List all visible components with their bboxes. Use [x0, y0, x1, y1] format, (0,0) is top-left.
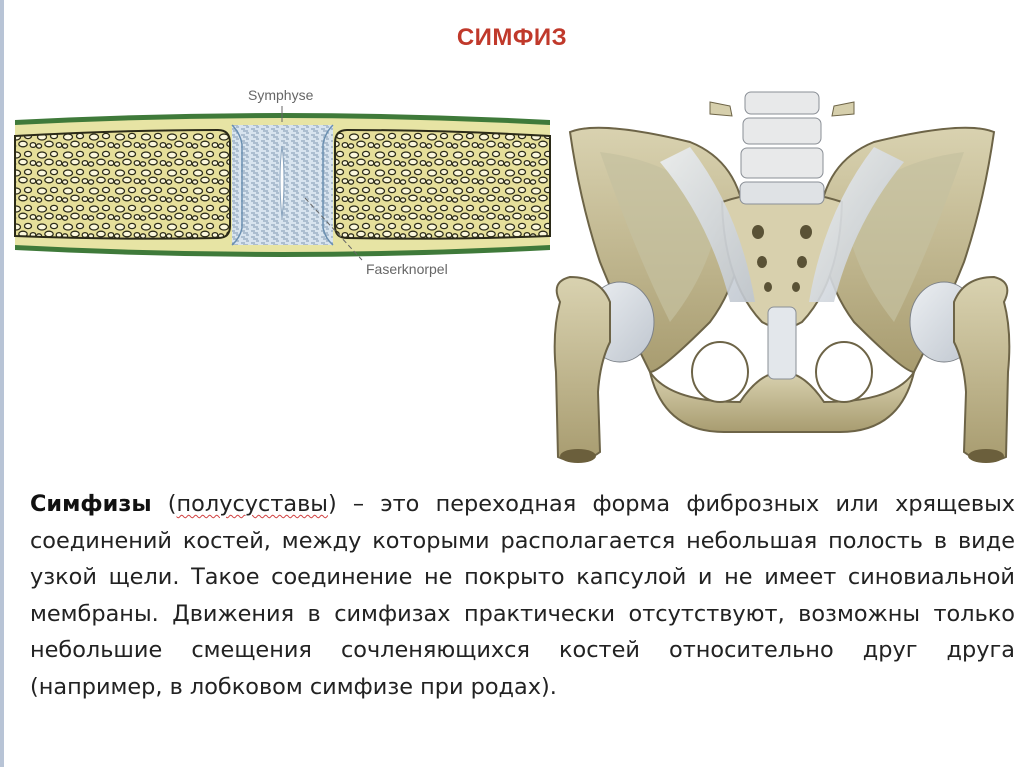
- pelvis-illustration: [540, 72, 1024, 472]
- term-alternate: полусуставы: [176, 491, 328, 517]
- slide-title: СИМФИЗ: [456, 24, 568, 51]
- symphysis-description: [30, 486, 1015, 706]
- term-symphyses: Симфизы: [30, 491, 152, 517]
- symphyse-label: Symphyse: [248, 87, 314, 103]
- slide-left-border: [0, 0, 4, 767]
- description-body: ) – это переходная форма фиброзных или хрящевых соединений костей, между которыми располагается небольшая полость в виде узкой щели. Такое соединение не покрыто капсулой и не имеет синовиальной мембраны. Движения в симфизах практически отсутствуют, возможны только небольшие смещения сочленяющихся костей относительно друг друга (например, в лобковом симфизе при родах).: [30, 491, 1015, 700]
- faserknorpel-label: Faserknorpel: [366, 261, 448, 277]
- symphysis-cross-section-diagram: [10, 78, 555, 288]
- open-paren: (: [151, 491, 177, 517]
